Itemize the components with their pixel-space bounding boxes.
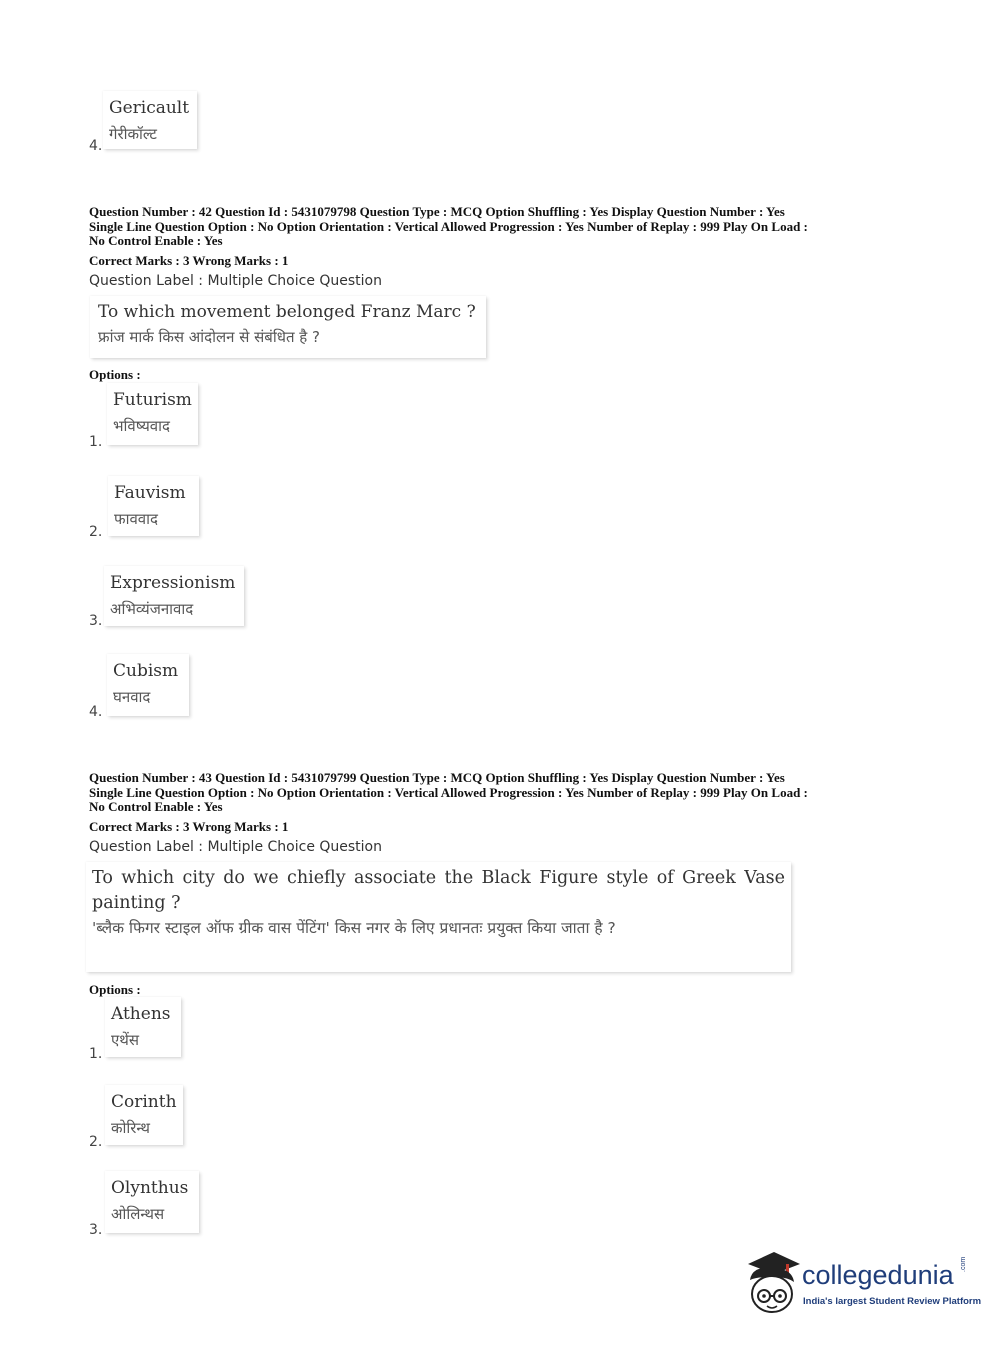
meta-line-3: No Control Enable : Yes: [89, 233, 223, 248]
option-number: 1.: [89, 1046, 103, 1062]
logo-tagline: India's largest Student Review Platform: [803, 1296, 982, 1307]
option-text-en: Athens: [111, 1004, 171, 1024]
option-text-hi: घनवाद: [113, 688, 151, 706]
option-number: 2.: [89, 524, 103, 540]
question-text-hi: 'ब्लैक फिगर स्टाइल ऑफ ग्रीक वास पेंटिंग' किस नगर के लिए प्रधानतः प्रयुक्त किया जाता है ?: [92, 919, 616, 937]
option-number: 1.: [89, 434, 103, 450]
q43-question-label: Question Label : Multiple Choice Question: [89, 839, 382, 855]
option-text-hi: अभिव्यंजनावाद: [110, 600, 194, 618]
question-text-hi: फ्रांज मार्क किस आंदोलन से संबंधित है ?: [98, 328, 320, 346]
option-text-hi: भविष्यवाद: [113, 417, 170, 435]
q43-metadata: [89, 771, 909, 815]
q43-options-label: Options :: [89, 982, 141, 997]
option-text-hi: फाववाद: [114, 510, 158, 528]
option-number: 4.: [89, 138, 103, 154]
option-number: 4.: [89, 704, 103, 720]
q43-option-2-box[interactable]: [105, 1085, 183, 1145]
q42-question-box: [90, 296, 486, 358]
option-text-hi: एथेंस: [111, 1031, 140, 1049]
logo-suffix: .com: [960, 1256, 967, 1272]
q42-metadata: [89, 205, 909, 249]
option-text-hi: गेरीकॉल्ट: [109, 125, 157, 143]
q43-option-3-box[interactable]: [105, 1171, 199, 1233]
question-text-en: To which movement belonged Franz Marc ?: [98, 302, 476, 322]
collegedunia-logo: [742, 1250, 982, 1320]
option-text-en: Cubism: [113, 661, 179, 681]
option-text-en: Olynthus: [111, 1178, 189, 1198]
option-text-en: Expressionism: [110, 573, 236, 593]
option-number: 3.: [89, 613, 103, 629]
logo-wordmark: collegedunia: [802, 1260, 954, 1290]
q42-question-label: Question Label : Multiple Choice Question: [89, 273, 382, 289]
meta-line-1: Question Number : 42 Question Id : 5431079798 Question Type : MCQ Option Shuffling : Yes Display Question Number : Yes: [89, 204, 785, 219]
prev-option-4-box: [103, 91, 197, 149]
q42-options-label: Options :: [89, 367, 141, 382]
q42-option-3-box[interactable]: [104, 566, 244, 626]
option-text-hi: ओलिन्थस: [111, 1205, 165, 1223]
q42-marks: Correct Marks : 3 Wrong Marks : 1: [89, 253, 289, 268]
option-number: 2.: [89, 1134, 103, 1150]
meta-line-3: No Control Enable : Yes: [89, 799, 223, 814]
option-text-en: Corinth: [111, 1092, 177, 1112]
q42-option-4-box[interactable]: [107, 654, 189, 716]
option-text-hi: कोरिन्थ: [111, 1119, 151, 1137]
q42-option-2-box[interactable]: [108, 476, 199, 536]
q43-marks: Correct Marks : 3 Wrong Marks : 1: [89, 819, 289, 834]
option-text-en: Fauvism: [114, 483, 186, 503]
meta-line-2: Single Line Question Option : No Option Orientation : Vertical Allowed Progression : Yes Number of Replay : 999 Play On Load :: [89, 784, 808, 800]
question-text-en: To which city do we chiefly associate the Black Figure style of Greek Vase painting ?: [92, 868, 785, 913]
q42-option-1-box[interactable]: [107, 383, 198, 445]
mascot-icon: [742, 1250, 802, 1320]
option-text-en: Gericault: [109, 98, 190, 118]
option-text-en: Futurism: [113, 390, 192, 410]
q43-question-box: [86, 862, 791, 972]
meta-line-1: Question Number : 43 Question Id : 5431079799 Question Type : MCQ Option Shuffling : Yes Display Question Number : Yes: [89, 770, 785, 785]
option-number: 3.: [89, 1222, 103, 1238]
meta-line-2: Single Line Question Option : No Option Orientation : Vertical Allowed Progression : Yes Number of Replay : 999 Play On Load :: [89, 218, 808, 234]
q43-option-1-box[interactable]: [105, 997, 181, 1057]
